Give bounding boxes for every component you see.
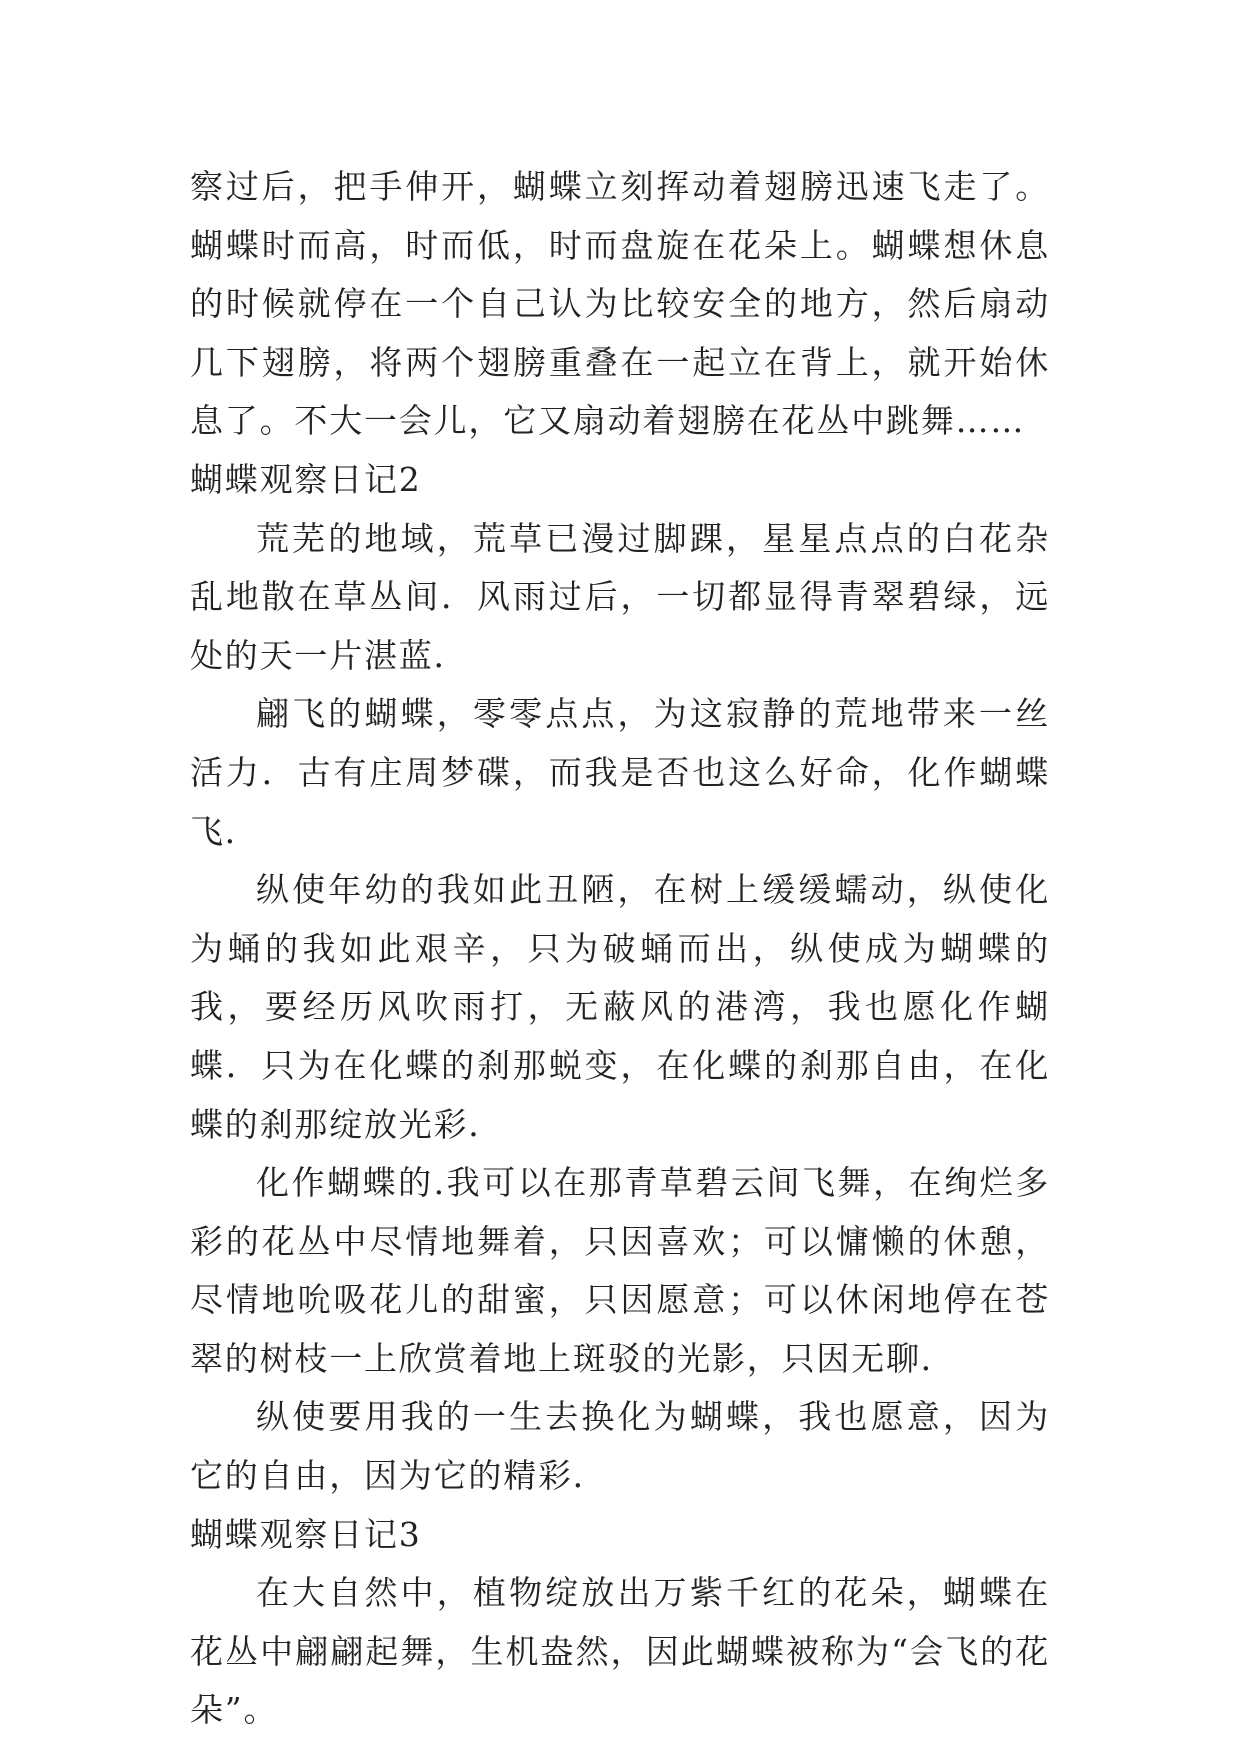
section-title-diary-3: 蝴蝶观察日记3 — [190, 1514, 422, 1554]
diary-3-paragraph-1: 在大自然中，植物绽放出万紫千红的花朵，蝴蝶在花丛中翩翩起舞，生机盎然，因此蝴蝶被称为“会飞的花朵”。 — [190, 1573, 1050, 1730]
diary-2-paragraph-4: 化作蝴蝶的.我可以在那青草碧云间飞舞，在绚烂多彩的花丛中尽情地舞着，只因喜欢；可以慵懒的休憩，尽情地吮吸花儿的甜蜜，只因愿意；可以休闲地停在苍翠的树枝一上欣赏着地上斑驳的光影，只因无聊． — [190, 1163, 1050, 1378]
document-body — [190, 158, 1050, 1740]
diary-2-paragraph-3: 纵使年幼的我如此丑陋，在树上缓缓蠕动，纵使化为蛹的我如此艰辛，只为破蛹而出，纵使成为蝴蝶的我，要经历风吹雨打，无蔽风的港湾，我也愿化作蝴蝶．只为在化蝶的刹那蜕变，在化蝶的刹那自由，在化蝶的刹那绽放光彩． — [190, 870, 1050, 1144]
diary-2-paragraph-5: 纵使要用我的一生去换化为蝴蝶，我也愿意，因为它的自由，因为它的精彩． — [190, 1397, 1050, 1496]
section-title-diary-2: 蝴蝶观察日记2 — [190, 459, 422, 499]
continued-paragraph: 察过后，把手伸开，蝴蝶立刻挥动着翅膀迅速飞走了。蝴蝶时而高，时而低，时而盘旋在花朵上。蝴蝶想休息的时候就停在一个自己认为比较安全的地方，然后扇动几下翅膀，将两个翅膀重叠在一起立在背上，就开始休息了。不大一会儿，它又扇动着翅膀在花丛中跳舞…… — [190, 167, 1050, 441]
diary-2-paragraph-1: 荒芜的地域，荒草已漫过脚踝，星星点点的白花杂乱地散在草丛间．风雨过后，一切都显得青翠碧绿，远处的天一片湛蓝． — [190, 518, 1050, 675]
diary-2-paragraph-2: 翩飞的蝴蝶，零零点点，为这寂静的荒地带来一丝活力．古有庄周梦碟，而我是否也这么好命，化作蝴蝶飞． — [190, 694, 1050, 851]
